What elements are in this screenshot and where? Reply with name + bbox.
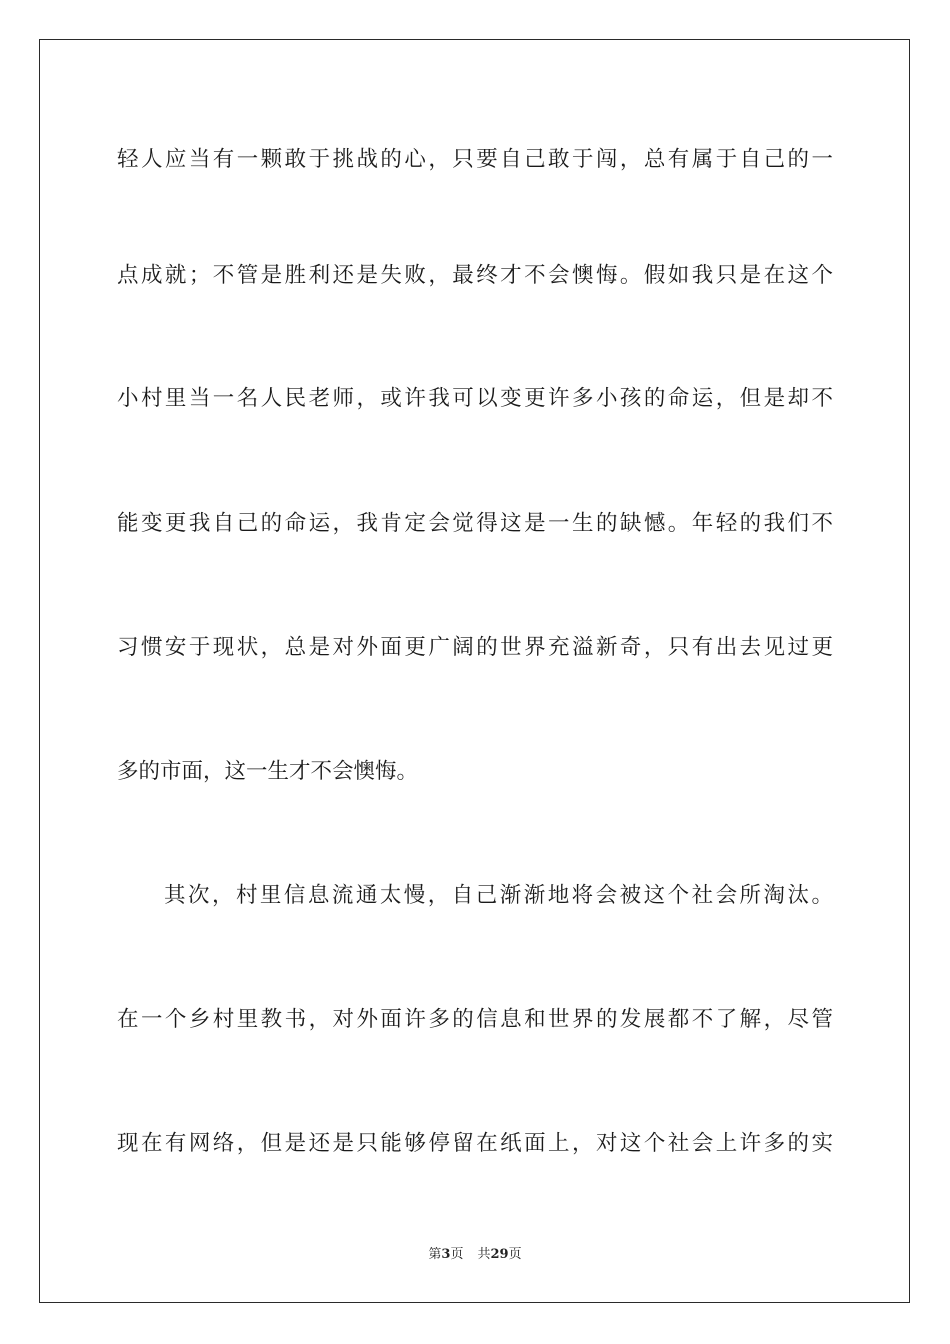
- body-text-line-6: 多的市面，这一生才不会懊悔。: [117, 759, 419, 784]
- body-text-line-5: 习惯安于现状，总是对外面更广阔的世界充溢新奇，只有出去见过更: [117, 635, 833, 660]
- total-suffix: 页: [508, 1247, 522, 1262]
- paragraph-2-line-2: 在一个乡村里教书，对外面许多的信息和世界的发展都不了解，尽管: [117, 1007, 833, 1032]
- paragraph-2-line-1: 其次，村里信息流通太慢，自己渐渐地将会被这个社会所淘汰。: [164, 883, 833, 908]
- page-suffix: 页: [450, 1247, 464, 1262]
- body-text-line-2: 点成就；不管是胜利还是失败，最终才不会懊悔。假如我只是在这个: [117, 263, 833, 288]
- body-text-line-3: 小村里当一名人民老师，或许我可以变更许多小孩的命运，但是却不: [117, 386, 833, 411]
- page-footer: [0, 1246, 950, 1264]
- paragraph-2-line-3: 现在有网络，但是还是只能够停留在纸面上，对这个社会上许多的实: [117, 1131, 833, 1156]
- body-text-line-4: 能变更我自己的命运，我肯定会觉得这是一生的缺憾。年轻的我们不: [117, 511, 833, 536]
- page-border: [39, 39, 910, 1303]
- page-number: 3: [441, 1247, 451, 1262]
- total-pages: 29: [490, 1247, 509, 1262]
- body-text-line-1: 轻人应当有一颗敢于挑战的心，只要自己敢于闯，总有属于自己的一: [117, 147, 833, 172]
- page-prefix: 第: [428, 1247, 442, 1262]
- total-prefix: 共: [477, 1247, 491, 1262]
